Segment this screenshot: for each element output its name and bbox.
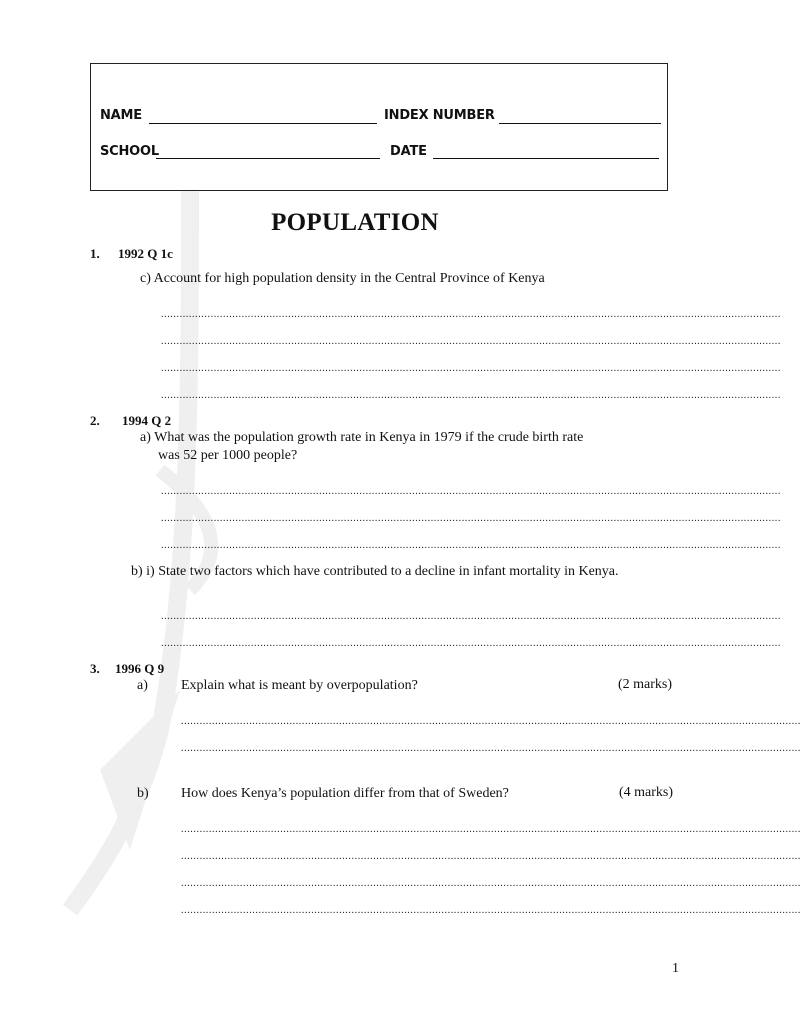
- question-3a-marks: (2 marks): [618, 677, 673, 692]
- index-number-label: INDEX NUMBER: [384, 108, 495, 123]
- school-field[interactable]: [156, 158, 380, 159]
- answer-line[interactable]: ........................................................................................................................................................................................................: [161, 540, 781, 551]
- answer-line[interactable]: ........................................................................................................................................................................................................: [161, 390, 781, 401]
- question-1-number: 1.: [90, 246, 100, 261]
- page-number: 1: [672, 961, 679, 976]
- answer-line[interactable]: ........................................................................................................................................................................................................: [181, 824, 801, 835]
- question-3b-text: How does Kenya’s population differ from that of Sweden?: [181, 786, 509, 801]
- question-1-heading: 1992 Q 1c: [118, 246, 173, 261]
- answer-line[interactable]: ........................................................................................................................................................................................................: [181, 743, 801, 754]
- answer-line[interactable]: ........................................................................................................................................................................................................: [161, 309, 781, 320]
- question-3-heading: 1996 Q 9: [115, 661, 165, 676]
- question-3b-label: b): [137, 786, 149, 801]
- question-3a-label: a): [137, 678, 148, 693]
- answer-line[interactable]: ........................................................................................................................................................................................................: [181, 851, 801, 862]
- answer-line[interactable]: ........................................................................................................................................................................................................: [161, 486, 781, 497]
- question-2b-text: b) i) State two factors which have contributed to a decline in infant mortality in Kenya.: [131, 564, 619, 579]
- answer-line[interactable]: ........................................................................................................................................................................................................: [181, 878, 801, 889]
- answer-line[interactable]: ........................................................................................................................................................................................................: [161, 513, 781, 524]
- index-number-field[interactable]: [499, 123, 661, 124]
- name-field[interactable]: [149, 123, 377, 124]
- date-field[interactable]: [433, 158, 659, 159]
- answer-line[interactable]: ........................................................................................................................................................................................................: [181, 716, 801, 727]
- question-3a-text: Explain what is meant by overpopulation?: [181, 678, 418, 693]
- school-label: SCHOOL: [100, 144, 159, 159]
- answer-line[interactable]: ........................................................................................................................................................................................................: [161, 363, 781, 374]
- page-title: POPULATION: [271, 209, 439, 236]
- answer-line[interactable]: ........................................................................................................................................................................................................: [161, 336, 781, 347]
- answer-line[interactable]: ........................................................................................................................................................................................................: [161, 611, 781, 622]
- question-1c-text: c) Account for high population density in the Central Province of Kenya: [140, 271, 545, 286]
- name-label: NAME: [100, 108, 142, 123]
- question-3-number: 3.: [90, 661, 100, 676]
- question-2-number: 2.: [90, 413, 100, 428]
- answer-line[interactable]: ........................................................................................................................................................................................................: [161, 638, 781, 649]
- student-details-box: [90, 63, 668, 191]
- answer-line[interactable]: ........................................................................................................................................................................................................: [181, 905, 801, 916]
- date-label: DATE: [390, 144, 427, 159]
- question-2a-text-line2: was 52 per 1000 people?: [158, 448, 298, 463]
- question-2-heading: 1994 Q 2: [122, 413, 172, 428]
- question-2a-text-line1: a) What was the population growth rate in Kenya in 1979 if the crude birth rate: [140, 430, 584, 445]
- question-3b-marks: (4 marks): [619, 785, 674, 800]
